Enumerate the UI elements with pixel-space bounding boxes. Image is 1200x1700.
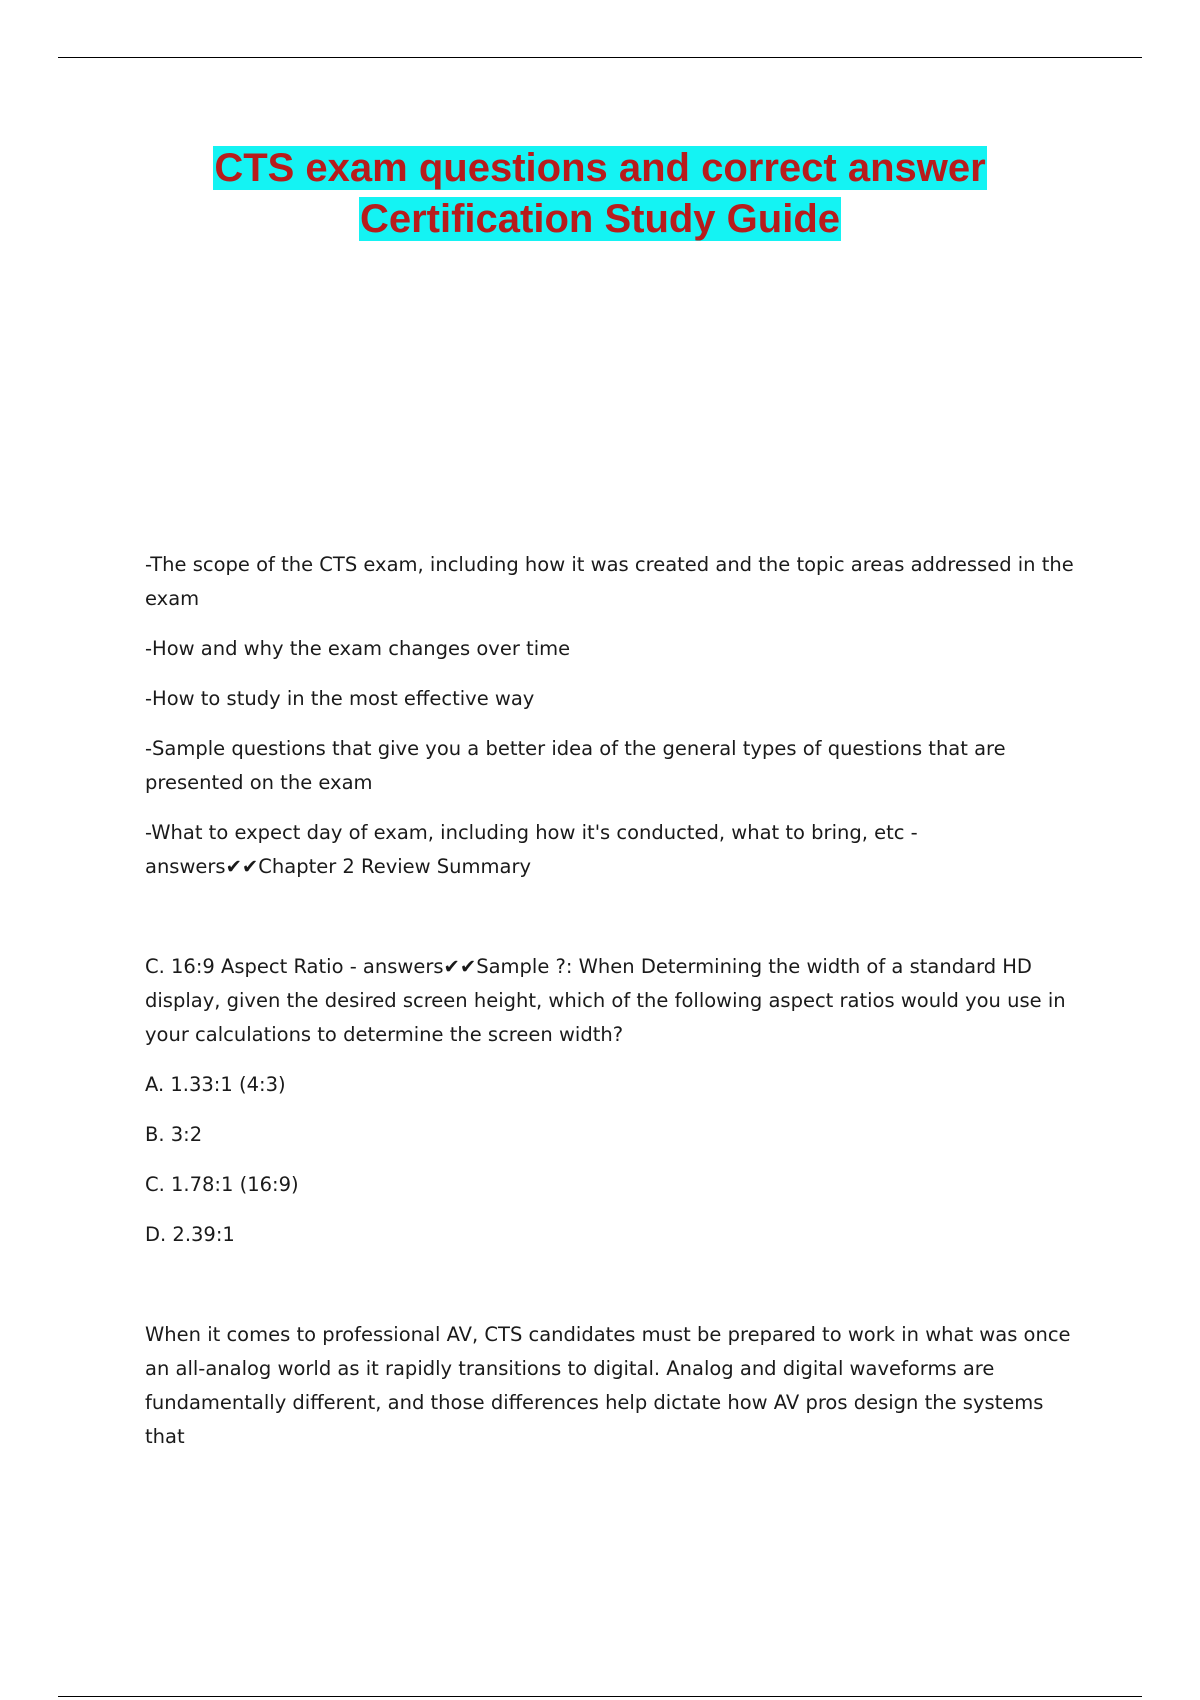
answer-option-a: A. 1.33:1 (4:3) — [145, 1073, 286, 1096]
top-rule — [58, 57, 1142, 58]
question-text: C. 16:9 Aspect Ratio - answers✔✔Sample ?: When Determining the width of a standard HD display, given the desired screen height, which of the following aspect ratios would you use in your calculations to determine the screen width? — [145, 955, 1066, 1046]
overview-item: -The scope of the CTS exam, including how it was created and the topic areas addressed in the exam — [145, 553, 1074, 610]
document-title — [0, 143, 1200, 245]
title-line-2: Certification Study Guide — [359, 197, 841, 241]
overview-item: -How and why the exam changes over time — [145, 637, 571, 660]
answer-option-c: C. 1.78:1 (16:9) — [145, 1173, 299, 1196]
bottom-rule — [58, 1696, 1142, 1697]
overview-item: -Sample questions that give you a better idea of the general types of questions that are presented on the exam — [145, 737, 1006, 794]
document-body — [145, 548, 1085, 1454]
closing-paragraph: When it comes to professional AV, CTS candidates must be prepared to work in what was once an all-analog world as it rapidly transitions to digital. Analog and digital waveforms are fundamentally different, and those differences help dictate how AV pros design the systems that — [145, 1323, 1071, 1448]
answer-option-d: D. 2.39:1 — [145, 1223, 235, 1246]
overview-item: -What to expect day of exam, including how it's conducted, what to bring, etc - answers✔✔Chapter 2 Review Summary — [145, 821, 918, 878]
title-line-1: CTS exam questions and correct answer — [214, 146, 986, 190]
answer-option-b: B. 3:2 — [145, 1123, 203, 1146]
overview-item: -How to study in the most effective way — [145, 687, 535, 710]
